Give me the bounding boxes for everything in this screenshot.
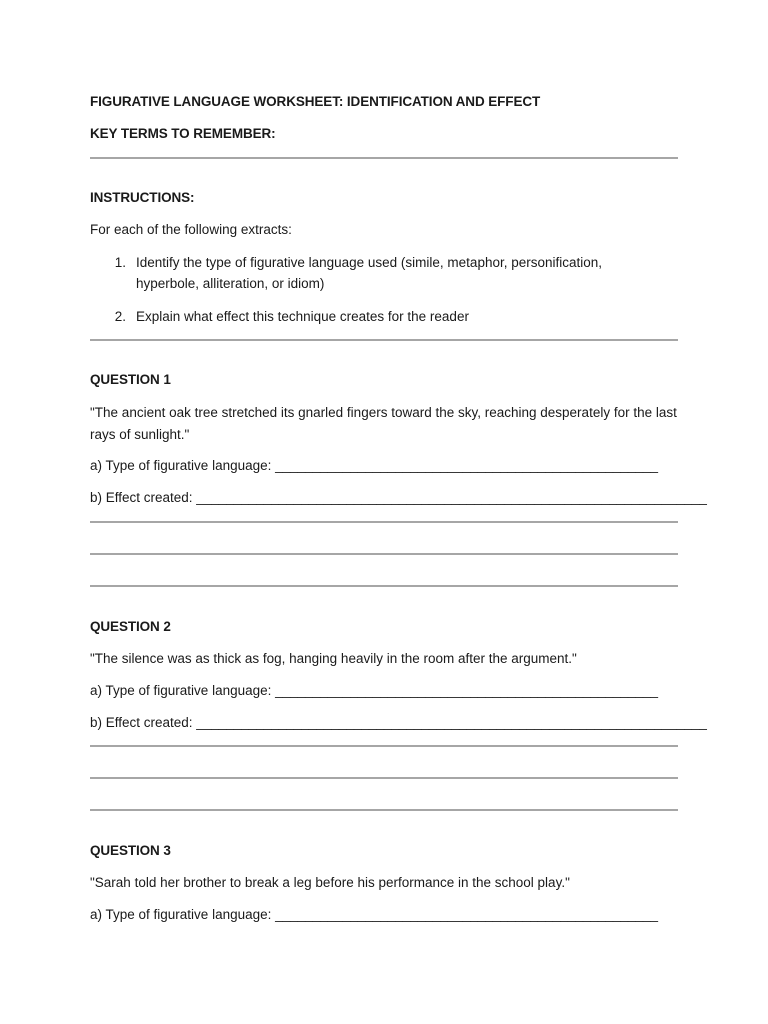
- list-item-text: Identify the type of figurative language used (simile, metaphor, personification, hyperbole, alliteration, or idiom): [136, 255, 603, 291]
- divider: [90, 339, 678, 341]
- answer-line[interactable]: [90, 585, 678, 587]
- type-answer-field[interactable]: a) Type of figurative language: ___________________________________________________: [90, 907, 659, 922]
- answer-line[interactable]: [90, 777, 678, 779]
- type-answer-field[interactable]: a) Type of figurative language: ___________________________________________________: [90, 458, 659, 473]
- answer-line[interactable]: [90, 809, 678, 811]
- question-extract: "Sarah told her brother to break a leg before his performance in the school play.": [90, 875, 570, 890]
- question-extract: "The ancient oak tree stretched its gnarled fingers toward the sky, reaching desperately for the last rays of sunlight.": [90, 405, 677, 442]
- instructions-intro: For each of the following extracts:: [90, 222, 292, 237]
- effect-answer-field[interactable]: b) Effect created: ____________________________________________________________________: [90, 490, 707, 505]
- worksheet-title: FIGURATIVE LANGUAGE WORKSHEET: IDENTIFICATION AND EFFECT: [90, 94, 541, 109]
- effect-answer-field[interactable]: b) Effect created: ____________________________________________________________________: [90, 715, 707, 730]
- instructions-heading: INSTRUCTIONS:: [90, 190, 195, 205]
- answer-line[interactable]: [90, 745, 678, 747]
- type-answer-field[interactable]: a) Type of figurative language: ___________________________________________________: [90, 683, 659, 698]
- question-heading: QUESTION 3: [90, 843, 171, 858]
- list-item-number: 2.: [114, 309, 126, 324]
- list-item-text: Explain what effect this technique creates for the reader: [136, 309, 469, 324]
- question-heading: QUESTION 2: [90, 619, 171, 634]
- question-heading: QUESTION 1: [90, 372, 171, 387]
- answer-line[interactable]: [90, 553, 678, 555]
- answer-line[interactable]: [90, 521, 678, 523]
- list-item-number: 1.: [114, 255, 126, 270]
- question-extract: "The silence was as thick as fog, hanging heavily in the room after the argument.": [90, 651, 577, 666]
- key-terms-heading: KEY TERMS TO REMEMBER:: [90, 126, 276, 141]
- divider: [90, 157, 678, 159]
